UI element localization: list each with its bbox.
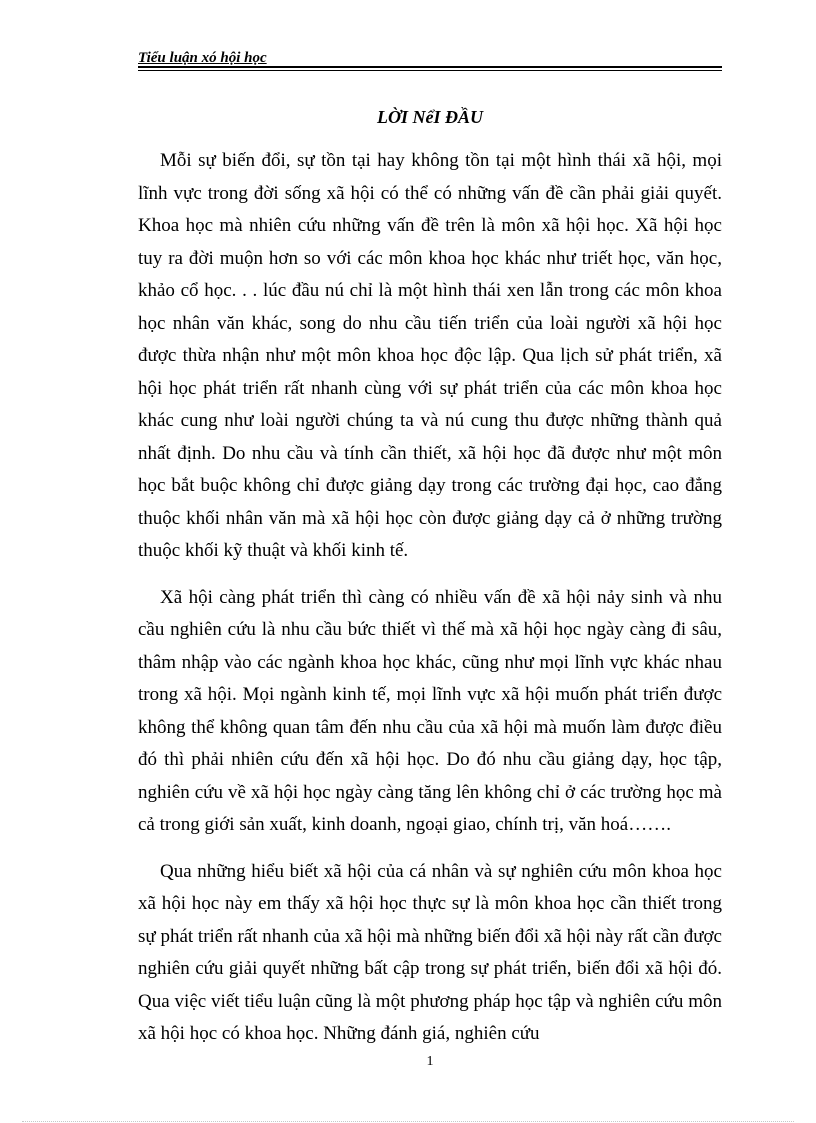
paragraph: Qua những hiểu biết xã hội của cá nhân và sự nghiên cứu môn khoa học xã hội học này em thấy xã hội học thực sự là môn khoa học cần thiết trong sự phát triển rất nhanh của xã hội mà những biến đổi xã hội này rất cần được nghiên cứu giải quyết những bất cập trong sự phát triển, biến đổi xã hội đó. Qua việc viết tiểu luận cũng là một phương pháp học tập và nghiên cứu môn xã hội học có khoa học. Những đánh giá, nghiên cứu [138,860,722,1044]
paragraph: Mỗi sự biến đổi, sự tồn tại hay không tồn tại một hình thái xã hội, mọi lĩnh vực trong đời sống xã hội có thể có những vấn đề cần phải giải quyết. Khoa học mà nhiên cứu những vấn đề trên là môn xã hội học. Xã hội học tuy ra đời muộn hơn so với các môn khoa học khác như triết học, văn học, khảo cổ học. . . lúc đầu nú chỉ là một hình thái xen lẫn trong các môn khoa học nhân văn khác, song do nhu cầu tiến triển của loài người xã hội học được thừa nhận như một môn khoa học độc lập. Qua lịch sử phát triển, xã hội học phát triển rất nhanh cùng với sự phát triển của các môn khoa học khác cung như loài người chúng ta và nú cung thu được những thành quả nhất định. Do nhu cầu và tính cần thiết, xã hội học đã được như một môn học bắt buộc không chỉ được giảng dạy trong các trường đại học, cao đẳng thuộc khối nhân văn mà xã hội học còn được giảng dạy cả ở những trường thuộc khối kỹ thuật và khối kinh tế. [138,150,722,561]
page-title: LỜI NểI ĐẦU [377,107,483,127]
header-rule [138,66,722,68]
page-number: 1 [426,1054,434,1069]
header-title: Tiểu luận xó hội học [138,50,267,66]
header-rule-thin [138,70,722,71]
document-body [138,145,722,1065]
page-header [138,49,722,67]
paragraph: Xã hội càng phát triển thì càng có nhiều vấn đề xã hội nảy sinh và nhu cầu nghiên cứu là nhu cầu bức thiết vì thế mà xã hội học ngày càng đi sâu, thâm nhập vào các ngành khoa học khác, cũng như mọi lĩnh vực khác nhau trong xã hội. Mọi ngành kinh tế, mọi lĩnh vực xã hội muốn phát triển được không thể không quan tâm đến nhu cầu của xã hội mà muốn làm được điều đó thì phải nhiên cứu đến xã hội học. Do đó nhu cầu giảng dạy, học tập, nghiên cứu về xã hội học ngày càng tăng lên không chỉ ở các trường học mà cả trong giới sản xuất, kinh doanh, ngoại giao, chính trị, văn hoá……. [138,586,722,835]
page-bottom-divider [22,1121,794,1122]
